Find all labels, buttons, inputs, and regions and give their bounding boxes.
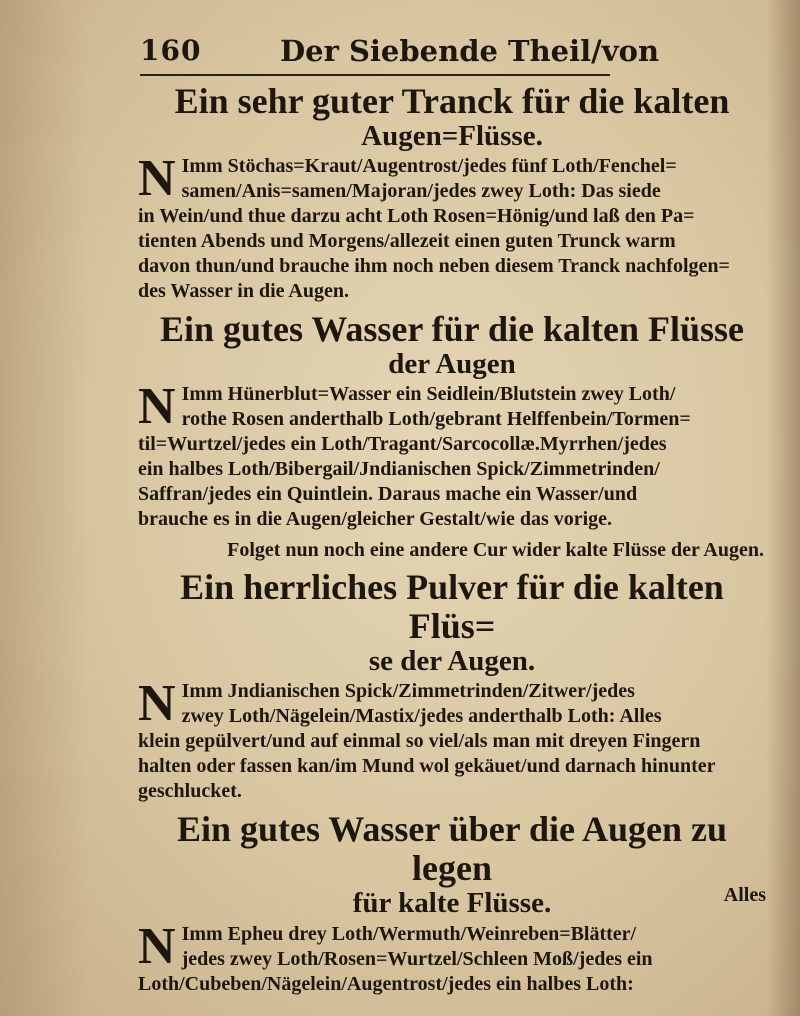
text-line: ein halbes Loth/Bibergail/Jndianischen Spick/Zimmetrinden/ [138,458,660,481]
text-line: jedes zwey Loth/Rosen=Wurtzel/Schleen Moß/jedes ein [181,947,653,970]
text-line: tienten Abends und Morgens/allezeit einen guten Trunck warm [138,230,676,253]
recipe-text [138,917,766,997]
text-line: brauche es in die Augen/gleicher Gestalt/wie das vorige. [138,508,613,531]
recipe-section [138,310,766,562]
text-line: samen/Anis=samen/Majoran/jedes zwey Loth: Das siede [181,180,661,203]
text-line: Imm Stöchas=Kraut/Augentrost/jedes fünf Loth/Fenchel= [181,155,677,178]
text-line: in Wein/und thue darzu acht Loth Rosen=Hönig/und laß den Pa= [138,205,695,228]
page-left-shadow [0,0,90,1016]
text-line: rothe Rosen anderthalb Loth/gebrant Helffenbein/Tormen= [181,408,691,431]
drop-cap: N [138,378,176,436]
text-line: Imm Jndianischen Spick/Zimmetrinden/Zitwer/jedes [181,680,635,703]
text-line: Imm Hünerblut=Wasser ein Seidlein/Blutstein zwey Loth/ [181,383,676,406]
recipe-text [138,675,766,804]
drop-cap: N [138,675,176,733]
section-heading: Ein herrliches Pulver für die kalten Flüs= [180,567,724,647]
recipe-text [138,378,766,532]
section-heading: Ein gutes Wasser für die kalten Flüsse [159,309,745,350]
text-line: til=Wurtzel/jedes ein Loth/Tragant/Sarcocollæ.Myrrhen/jedes [138,433,667,456]
section-heading: Ein gutes Wasser über die Augen zu legen [176,809,728,889]
page-header [140,30,740,74]
recipe-section [138,810,766,996]
text-line: Saffran/jedes ein Quintlein. Daraus mache ein Wasser/und [138,483,638,506]
recipe-text [138,150,766,304]
text-line: davon thun/und brauche ihm noch neben diesem Tranck nachfolgen= [138,255,730,278]
section-subheading: se der Augen. [368,645,536,678]
section-heading: Ein sehr guter Tranck für die kalten [174,81,730,121]
text-line: Loth/Cubeben/Nägelein/Augentrost/jedes ein halbes Loth: [138,972,634,995]
page-content [138,82,766,1003]
text-line: zwey Loth/Nägelein/Mastix/jedes anderthalb Loth: Alles [181,705,662,728]
page-right-shadow [766,0,800,1016]
transition-note: Folget nun noch eine andere Cur wider kalte Flüsse der Augen. [227,539,764,562]
text-line: des Wasser in die Augen. [138,280,349,303]
section-subheading: Augen=Flüsse. [361,119,543,152]
running-title: Der Siebende Theil/von [280,34,660,68]
drop-cap: N [138,917,176,975]
catchword: Alles [723,884,766,906]
text-line: geschlucket. [138,780,242,803]
text-line: klein gepülvert/und auf einmal so viel/als man mit dreyen Fingern [138,730,701,753]
page-number: 160 [140,34,202,67]
recipe-section [138,82,766,304]
recipe-section [138,568,766,804]
text-line: halten oder fassen kan/im Mund wol gekäuet/und darnach hinunter [138,755,716,778]
section-subheading: der Augen [388,348,516,381]
header-rule [140,74,610,76]
section-subheading: für kalte Flüsse. [352,887,552,920]
text-line: Imm Epheu drey Loth/Wermuth/Weinreben=Blätter/ [181,922,637,945]
drop-cap: N [138,150,176,208]
